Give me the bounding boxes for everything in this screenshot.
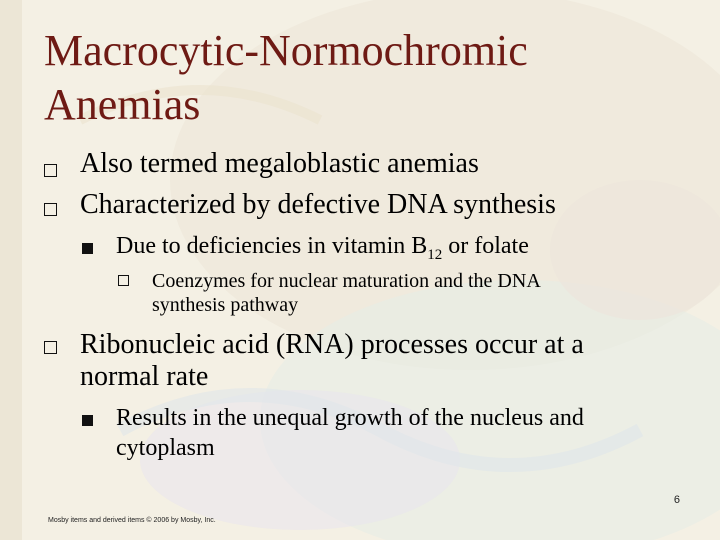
sub-bullet-vitamin <box>116 231 529 261</box>
slide-title <box>44 24 684 132</box>
bullet-item-2: Characterized by defective DNA synthesis <box>80 189 556 220</box>
hollow-square-bullet-icon <box>44 341 57 354</box>
slide-title-line1: Macrocytic-Normochromic <box>44 26 528 75</box>
bullet-item-1: Also termed megaloblastic anemias <box>80 148 479 179</box>
sub-sub-bullet-coenzymes <box>152 269 541 317</box>
hollow-square-bullet-icon <box>118 275 129 286</box>
solid-square-bullet-icon <box>82 415 93 426</box>
vitamin-subscript: 12 <box>427 246 443 263</box>
sub-bullet-results-line1: Results in the unequal growth of the nucleus and <box>116 405 584 431</box>
copyright-footer: Mosby items and derived items © 2006 by Mosby, Inc. <box>48 517 216 524</box>
sub-bullet-text: Due to deficiencies in vitamin B <box>116 233 428 259</box>
slide-title-line2: Anemias <box>44 80 201 129</box>
sub-sub-bullet-line2: synthesis pathway <box>152 294 299 316</box>
hollow-square-bullet-icon <box>44 164 57 177</box>
page-number: 6 <box>673 494 680 506</box>
bullet-item-3-line1: Ribonucleic acid (RNA) processes occur at a <box>80 329 584 360</box>
sub-bullet-results-line2: cytoplasm <box>116 435 215 461</box>
sub-sub-bullet-line1: Coenzymes for nuclear maturation and the DNA <box>152 270 541 292</box>
bullet-item-3-line2: normal rate <box>80 361 209 392</box>
solid-square-bullet-icon <box>82 243 93 254</box>
bullet-item-3 <box>80 329 584 393</box>
sub-bullet-results <box>116 403 584 463</box>
sub-bullet-text-after: or folate <box>442 233 529 259</box>
hollow-square-bullet-icon <box>44 203 57 216</box>
